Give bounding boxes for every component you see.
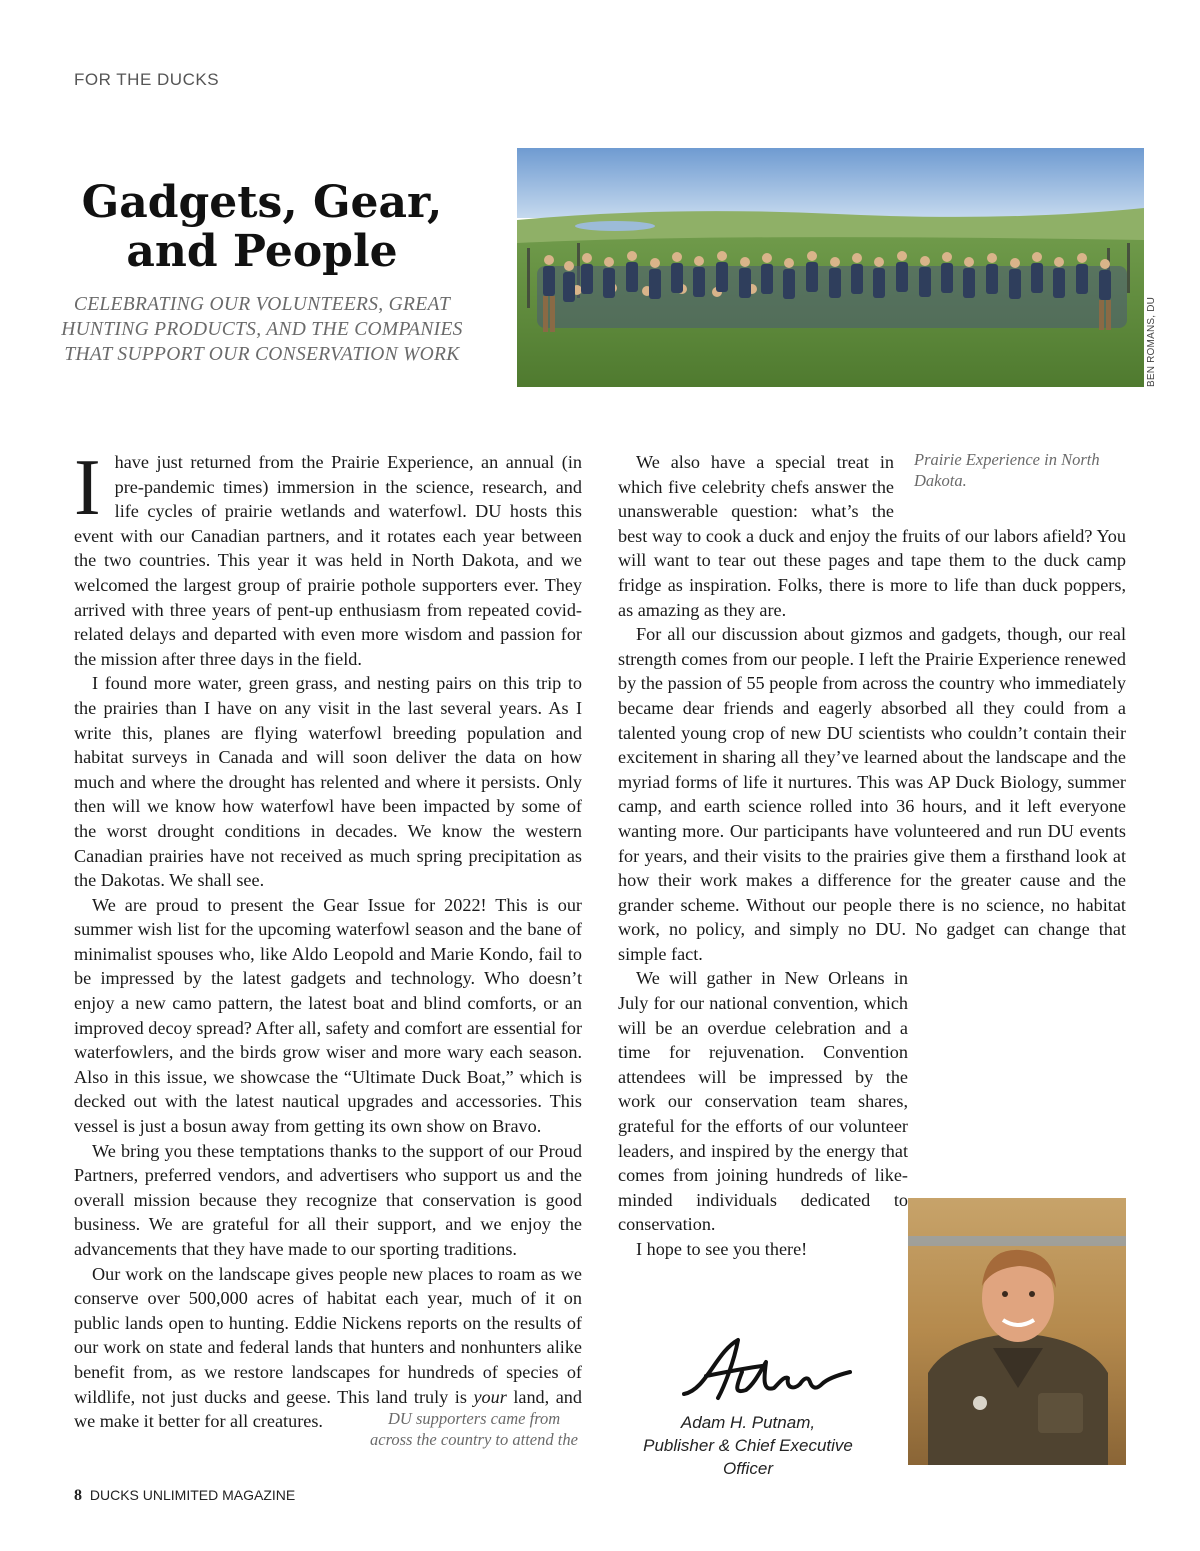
paragraph-5: Our work on the landscape gives people new places to roam as we conserve over 500,000 acres of habitat each year, much of it on public lands open to hunting. Eddie Nickens reports on the results of our work on state and federal lands that hunters and nonhunters alike benefit from, as we restore landscapes for hundreds of species of wildlife, not just ducks and geese. This land truly is DU supporters came from across the country to attend the Prairie Experience in North Dakota. your land, and we make it better for all creatures. xyxy=(74,1262,582,1434)
paragraph-9: I hope to see you there! xyxy=(636,1239,808,1259)
photo-credit: BEN ROMANS, DU xyxy=(1146,296,1157,387)
section-label: FOR THE DUCKS xyxy=(74,70,220,89)
paragraph-4: We bring you these temptations thanks to the support of our Proud Partners, preferred vendors, and advertisers who support us and the overall mission because they recognize that conservation is good business. We are grateful for all their support, and we enjoy the advancements that they have made to our sporting traditions. xyxy=(74,1140,582,1259)
page-footer xyxy=(74,1487,295,1505)
publication-name: DUCKS UNLIMITED MAGAZINE xyxy=(89,1487,296,1503)
signature xyxy=(676,1332,856,1412)
article-title: Gadgets, Gear, and People xyxy=(81,177,443,277)
paragraph-6: We also have a special treat in which five celebrity chefs answer the unanswerable question: what’s the best way to cook a duck and enjoy the fruits of our labors afield? You will want to tear out these pages and tape them to the duck camp fridge as inspiration. Folks, there is more to life than duck poppers, as amazing as they are. xyxy=(618,452,1126,620)
photo-caption: DU supporters came from across the country to attend the Prairie Experience in North Dakota. xyxy=(370,450,1100,1449)
paragraph-7: For all our discussion about gizmos and gadgets, though, our real strength comes from our people. I left the Prairie Experience renewed by the passion of 55 people from across the country who immediately became dear friends and eagerly absorbed all they could from a talented young crop of new DU scientists who couldn’t contain their excitement in sharing all they’ve learned about the landscape and the myriad forms of life it nurtures. This was AP Duck Biology, summer camp, and earth science rolled into 36 hours, and it left everyone wanting more. Our participants have volunteered and run DU events for years, and their visits to the prairies give them a firsthand look at how their work makes a difference for the greater cause and the grander scheme. Without our people there is no science, no habitat work, no policy, and simply no DU. No gadget can change that simple fact. xyxy=(618,624,1126,964)
paragraph-2: I found more water, green grass, and nesting pairs on this trip to the prairies than I have on any visit in the last several years. As I write this, planes are flying waterfowl breeding population and habitat surveys in Canada and will soon deliver the data on how much and where the drought has relented and where it persists. Only then will we know how waterfowl have been impacted by some of the worst drought conditions in decades. We know the western Canadian prairies have not received as much spring precipitation as the Dakotas. We shall see. xyxy=(74,673,582,891)
article-subtitle: CELEBRATING OUR VOLUNTEERS, GREAT HUNTING PRODUCTS, AND THE COMPANIES THAT SUPPORT OUR CONSERVATION WORK xyxy=(61,294,463,365)
paragraph-1: Ihave just returned from the Prairie Experience, an annual (in pre-pandemic times) immersion in the science, research, and life cycles of prairie wetlands and waterfowl. DU hosts this event with our Canadian partners, and it rotates each year between the two countries. This year it was held in North Dakota, and we welcomed the largest group of prairie pothole supporters ever. They arrived with three years of pent-up enthusiasm from repeated covid-related delays and departed with even more wisdom and passion for the mission after three days in the field. xyxy=(74,444,582,669)
paragraph-3: We are proud to present the Gear Issue for 2022! This is our summer wish list for the upcoming waterfowl season and the bane of minimalist spouses who, like Aldo Leopold and Marie Kondo, fail to be impressed by the latest gadgets and technology. Who doesn’t enjoy a new camo pattern, the latest boat and blind comforts, or an improved decoy spread? After all, safety and comfort are essential for waterfowlers, and the birds grow wiser and more wary each season. Also in this issue, we showcase the “Ultimate Duck Boat,” which is decked out with the latest nautical upgrades and accessories. This vessel is just a bosun away from getting its own show on Bravo. xyxy=(74,894,582,1137)
signer-title: Publisher & Chief Executive Officer xyxy=(643,1436,853,1478)
group-photo xyxy=(517,148,1144,387)
ceo-portrait xyxy=(908,1198,1126,1465)
paragraph-8: We will gather in New Orleans in July for our national convention, which will be an overdue celebration and a time for rejuvenation. Convention attendees will be impressed by the work our conservation team shares, grateful for the efforts of our volunteer leaders, and inspired by the energy that comes from joining hundreds of like-minded individuals dedicated to conservation. xyxy=(618,966,1126,1237)
portrait-illustration xyxy=(908,1198,1126,1465)
group-photo-illustration xyxy=(517,148,1144,387)
drop-cap: I xyxy=(74,444,101,532)
signer-name: Adam H. Putnam, xyxy=(680,1413,816,1432)
page-number: 8 xyxy=(74,1487,82,1504)
signer-block xyxy=(618,1411,878,1480)
